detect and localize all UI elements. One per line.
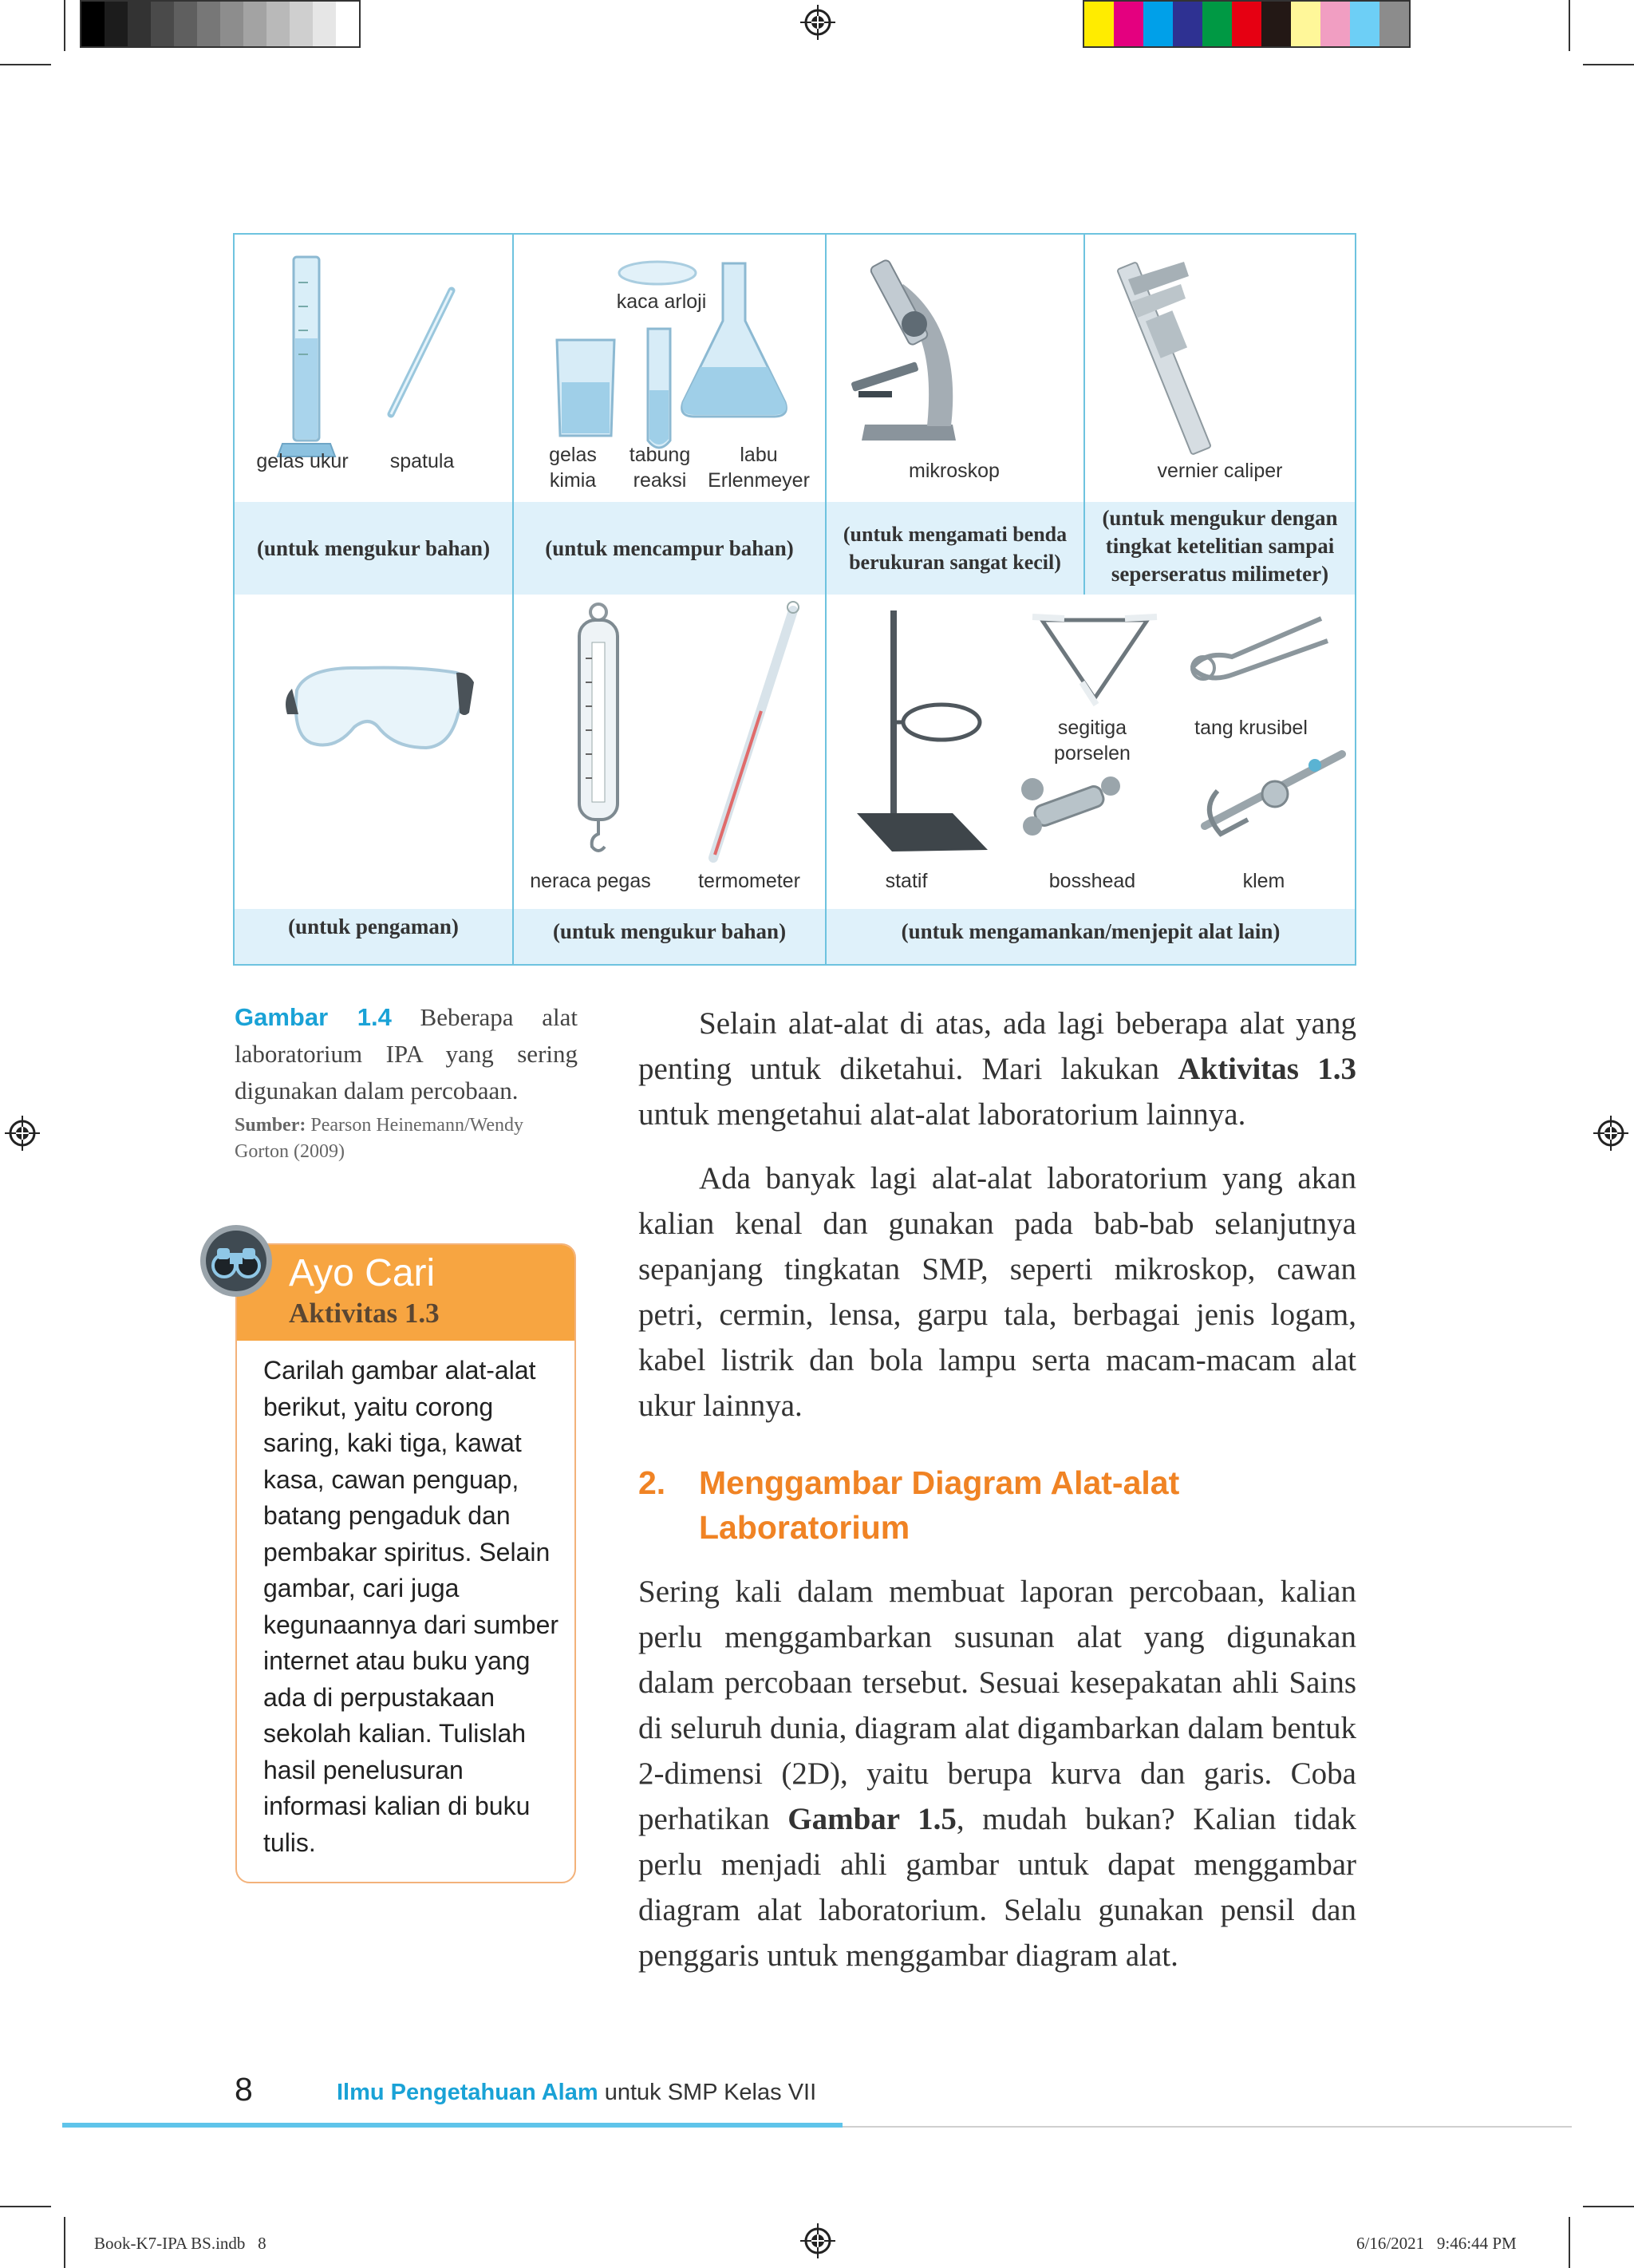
watch-glass-icon <box>619 262 696 284</box>
registration-mark-icon <box>5 1116 40 1151</box>
section-title-line2: Laboratorium <box>699 1509 910 1546</box>
bottom-row-illustrations <box>235 595 1355 909</box>
section-number: 2. <box>638 1464 666 1501</box>
caption-mengamankan: (untuk mengamankan/menjepit alat lain) <box>901 919 1281 943</box>
activity-box-text: Carilah gambar alat-alat berikut, yaitu corong saring, kaki tiga, kawat kasa, cawan penguap, batang pengaduk dan pembakar spiritus. Selain gambar, cari juga kegunaannya dari sumber internet atau buku yang ada di perpustakaan sekolah kalian. Tulislah hasil penelusuran informasi kalian di buku tulis. <box>263 1356 559 1857</box>
spring-balance-icon <box>579 604 618 851</box>
label-klem: klem <box>1242 870 1285 892</box>
label-statif: statif <box>885 870 928 892</box>
spatula-icon <box>391 290 452 414</box>
slug-date: 6/16/2021 9:46:44 PM <box>1356 2234 1517 2253</box>
crop-mark <box>64 2217 65 2268</box>
gambar-ref: Gambar 1.5 <box>787 1802 957 1836</box>
crop-mark <box>0 64 51 65</box>
clay-triangle-icon <box>1032 617 1157 705</box>
caption-mengamati: (untuk mengamati benda berukuran sangat kecil) <box>843 523 1068 574</box>
color-bar <box>1083 0 1411 48</box>
figure-caption <box>235 999 578 1109</box>
figure-caption-label: Gambar 1.4 <box>235 1003 392 1031</box>
retort-stand-icon <box>857 610 988 851</box>
figure-source <box>235 1112 578 1165</box>
caption-pengaman: (untuk pengaman) <box>288 915 459 938</box>
caption-ketelitian: (untuk mengukur dengan tingkat ketelitian sampai seperseratus milimeter) <box>1102 506 1338 586</box>
thermometer-icon <box>713 602 799 858</box>
section-heading <box>638 1460 1356 1550</box>
crop-mark <box>1569 0 1570 51</box>
label-tabung-reaksi: tabung reaksi <box>629 444 691 492</box>
caption-mencampur-bahan: (untuk mencampur bahan) <box>545 536 794 560</box>
grayscale-bar <box>80 0 361 48</box>
label-vernier-caliper: vernier caliper <box>1157 460 1283 482</box>
caption-ukur-bahan-2: (untuk mengukur bahan) <box>552 919 787 943</box>
aktivitas-ref: Aktivitas 1.3 <box>1178 1052 1356 1086</box>
figure-lab-equipment <box>233 233 1356 966</box>
footer-rule-thin <box>843 2126 1572 2128</box>
bosshead-icon <box>1021 776 1120 836</box>
footer-rule <box>62 2123 843 2128</box>
label-spatula: spatula <box>389 450 455 472</box>
clamp-icon <box>1205 754 1342 834</box>
activity-box-subtitle: Aktivitas 1.3 <box>289 1298 440 1329</box>
crop-mark <box>1583 64 1634 65</box>
slug-file: Book-K7-IPA BS.indb 8 <box>94 2234 266 2253</box>
erlenmeyer-flask-icon <box>682 263 787 417</box>
label-gelas-kimia: gelas kimia <box>549 444 597 492</box>
running-footer-rest: untuk SMP Kelas VII <box>598 2080 817 2105</box>
microscope-icon <box>851 259 956 441</box>
caption-ukur-bahan: (untuk mengukur bahan) <box>256 536 491 560</box>
crop-mark <box>1583 2206 1634 2207</box>
paragraph-1: Selain alat-alat di atas, ada lagi beberapa alat yang penting untuk diketahui. Mari lakukan Aktivitas 1.3 untuk mengetahui alat-alat laboratorium lainnya. <box>638 1006 1356 1132</box>
label-segitiga-porselen: segitiga porselen <box>1054 717 1131 765</box>
registration-mark-icon <box>800 2223 835 2258</box>
crop-mark <box>1569 2217 1570 2268</box>
label-tang-krusibel: tang krusibel <box>1194 717 1308 739</box>
safety-goggles-icon <box>286 668 474 748</box>
section-title-line1: Menggambar Diagram Alat-alat <box>699 1464 1180 1501</box>
paragraph-2: Ada banyak lagi alat-alat laboratorium yang akan kalian kenal dan gunakan pada bab-bab selanjutnya sepanjang tingkatan SMP, seperti mikroskop, cawan petri, cermin, lensa, garpu tala, berbagai jenis logam, kabel listrik dan bola lampu serta macam-macam alat ukur lainnya. <box>638 1161 1356 1423</box>
crucible-tongs-icon <box>1192 618 1328 679</box>
vernier-caliper-icon <box>1117 262 1211 455</box>
running-footer <box>337 2076 816 2108</box>
page-number: 8 <box>235 2071 253 2108</box>
measuring-cylinder-icon <box>278 257 335 456</box>
label-kaca-arloji: kaca arloji <box>616 290 707 313</box>
figure-source-text: Pearson Heinemann/Wendy Gorton (2009) <box>235 1115 524 1162</box>
binoculars-icon <box>198 1223 274 1299</box>
figure-source-label: Sumber: <box>235 1115 306 1136</box>
crop-mark <box>64 0 65 51</box>
paragraph-3: Sering kali dalam membuat laporan percobaan, kalian perlu menggambarkan susunan alat yang digunakan dalam percobaan tersebut. Sesuai kesepakatan ahli Sains di seluruh dunia, diagram alat digambarkan dalam bentuk 2-dimensi (2D), yaitu berupa kurva dan garis. Coba perhatikan Gambar 1.5, mudah bukan? Kalian tidak perlu menjadi ahli gambar untuk dapat menggambar diagram alat laboratorium. Selalu gunakan pensil dan penggaris untuk menggambar diagram alat. <box>638 1575 1357 1973</box>
label-neraca-pegas: neraca pegas <box>530 870 651 892</box>
activity-box-title: Ayo Cari <box>289 1252 436 1294</box>
figure-caption-text: Beberapa alat laboratorium IPA yang sering digunakan dalam percobaan. <box>235 1003 578 1104</box>
beaker-icon <box>557 340 614 436</box>
label-mikroskop: mikroskop <box>909 460 1000 482</box>
running-footer-title: Ilmu Pengetahuan Alam <box>337 2080 598 2105</box>
registration-mark-icon <box>800 5 835 40</box>
label-bosshead: bosshead <box>1048 870 1136 892</box>
label-labu-erlenmeyer: labu Erlenmeyer <box>708 444 810 492</box>
test-tube-icon <box>648 329 670 448</box>
label-gelas-ukur: gelas ukur <box>256 450 349 472</box>
label-termometer: termometer <box>698 870 800 892</box>
registration-mark-icon <box>1593 1116 1628 1151</box>
crop-mark <box>0 2206 51 2207</box>
